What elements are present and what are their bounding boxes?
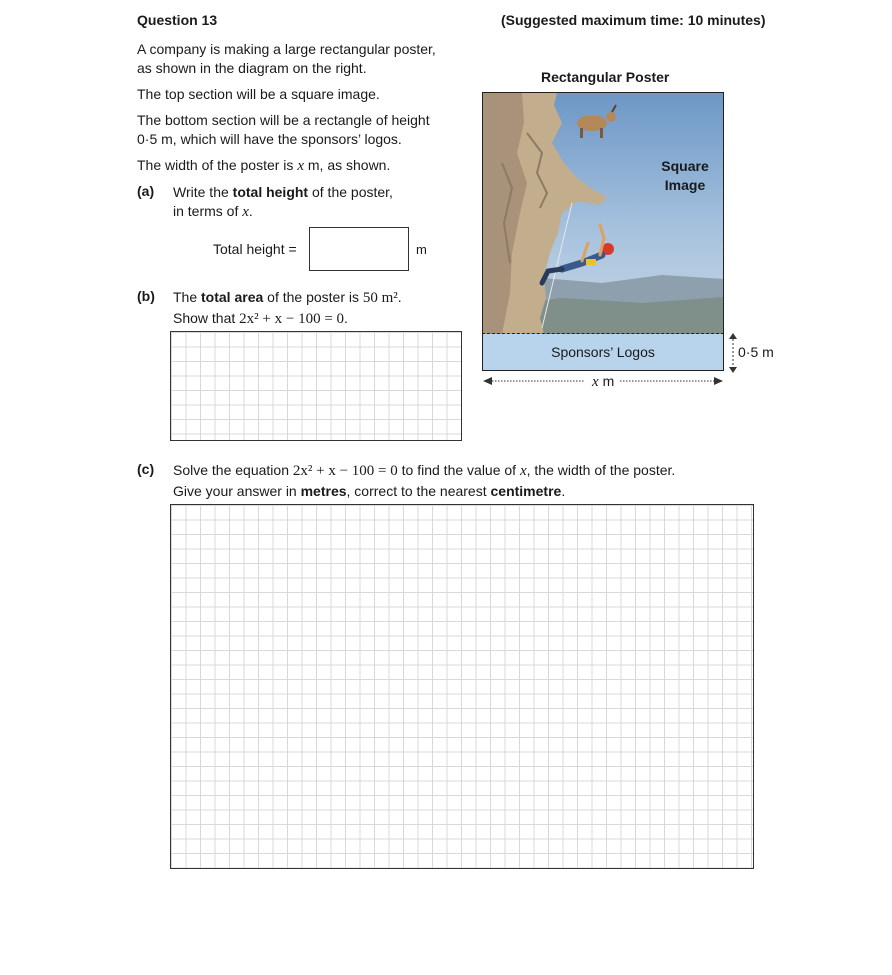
part-a-label: (a) <box>137 183 155 199</box>
part-c-text: Solve the equation 2x² + x − 100 = 0 to find the value of x, the width of the poster. Give your answer in metres, correct to the nearest centimetre. <box>173 462 676 499</box>
intro-line: as shown in the diagram on the right. <box>137 60 367 76</box>
part-b-label: (b) <box>137 288 155 304</box>
height-unit: m <box>416 242 427 257</box>
intro-line: The bottom section will be a rectangle of height <box>137 112 430 128</box>
width-text: The width of the poster is x m, as shown. <box>137 157 391 174</box>
intro-text <box>137 40 457 78</box>
top-section-text: The top section will be a square image. <box>137 86 380 102</box>
suggested-time: (Suggested maximum time: 10 minutes) <box>501 12 766 28</box>
poster-outline <box>482 92 724 334</box>
total-height-answer-box[interactable] <box>309 227 409 271</box>
total-height-label: Total height = <box>213 241 297 257</box>
intro-line: 0·5 m, which will have the sponsors’ logos. <box>137 131 402 147</box>
part-b-answer-grid[interactable] <box>170 331 462 441</box>
bottom-section-text <box>137 111 457 149</box>
sponsors-band <box>482 334 724 371</box>
sponsors-label: Sponsors’ Logos <box>551 344 655 360</box>
part-a-text: Write the total height of the poster, in terms of x. <box>173 184 393 220</box>
height-dimension-label: 0·5 m <box>738 344 774 360</box>
question-number: Question 13 <box>137 12 218 28</box>
square-image-label: Square Image <box>661 158 709 193</box>
part-b-text: The total area of the poster is 50 m². Show that 2x² + x − 100 = 0. <box>173 289 402 327</box>
intro-line: A company is making a large rectangular poster, <box>137 41 436 57</box>
part-c-answer-grid[interactable] <box>170 504 754 869</box>
part-c-label: (c) <box>137 461 155 477</box>
diagram-title: Rectangular Poster <box>541 69 670 85</box>
width-dimension-label: x m <box>592 373 615 390</box>
